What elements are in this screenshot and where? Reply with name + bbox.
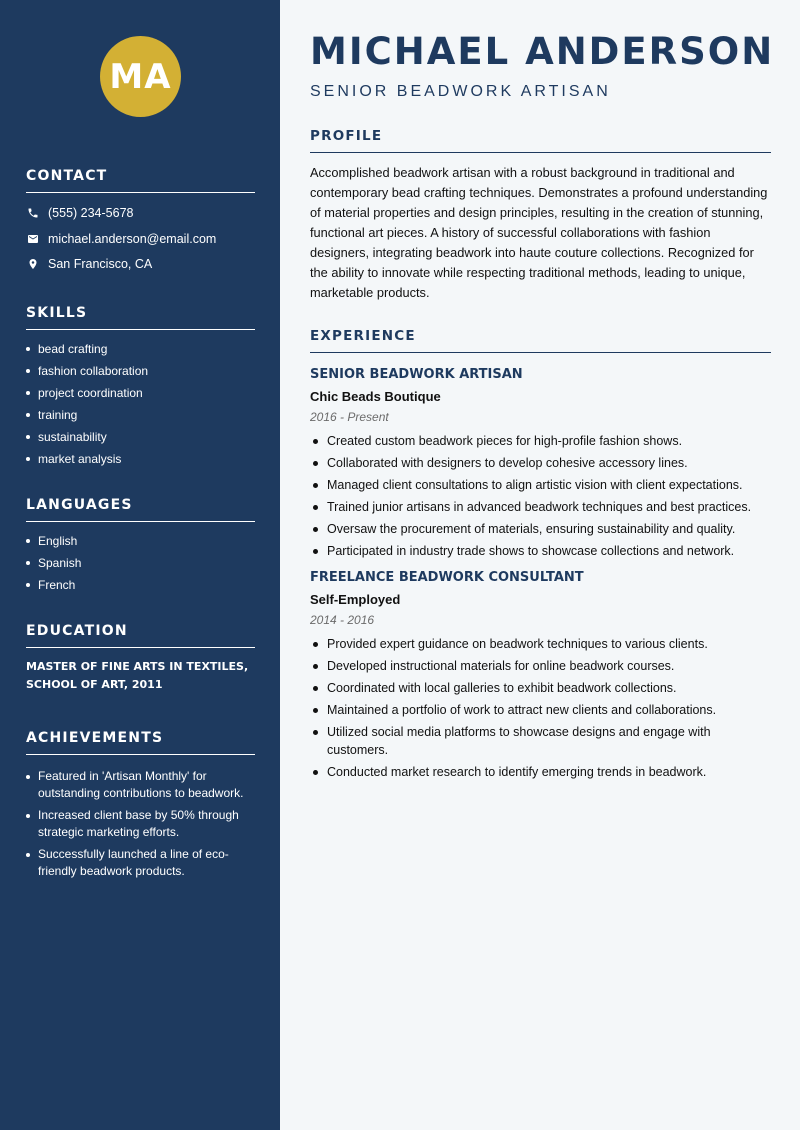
location-pin-icon: [26, 257, 40, 271]
language-item: French: [26, 576, 255, 598]
profile-heading: PROFILE: [310, 128, 771, 153]
skill-item: project coordination: [26, 384, 255, 406]
education-degree: MASTER OF FINE ARTS IN TEXTILES, SCHOOL OF ART, 2011: [26, 660, 249, 691]
profile-section: [310, 128, 771, 303]
job-title: FREELANCE BEADWORK CONSULTANT: [310, 570, 584, 585]
job-bullet: Managed client consultations to align artistic vision with client expectations.: [310, 476, 771, 494]
job-bullet: Maintained a portfolio of work to attract new clients and collaborations.: [310, 701, 771, 719]
job-dates: 2016 - Present: [310, 410, 389, 424]
email-text: michael.anderson@email.com: [48, 231, 217, 246]
job-bullets: [310, 635, 771, 781]
achievement-item: Successfully launched a line of eco-friendly beadwork products.: [26, 846, 255, 880]
job-entry: [310, 570, 771, 781]
job-entry: [310, 367, 771, 560]
contact-phone: [26, 204, 255, 222]
education-heading: EDUCATION: [26, 623, 255, 648]
phone-icon: [26, 206, 40, 220]
achievement-item: Increased client base by 50% through strategic marketing efforts.: [26, 807, 255, 841]
job-bullet: Trained junior artisans in advanced beadwork techniques and best practices.: [310, 498, 771, 516]
job-title: SENIOR BEADWORK ARTISAN: [310, 367, 523, 382]
achievements-list: [26, 768, 255, 880]
candidate-name: MICHAEL ANDERSON: [310, 30, 775, 73]
skill-item: market analysis: [26, 450, 255, 472]
skill-item: training: [26, 406, 255, 428]
experience-heading: EXPERIENCE: [310, 328, 771, 353]
achievements-heading: ACHIEVEMENTS: [26, 730, 255, 755]
job-bullet: Provided expert guidance on beadwork techniques to various clients.: [310, 635, 771, 653]
skill-item: bead crafting: [26, 340, 255, 362]
job-bullet: Utilized social media platforms to showcase designs and engage with customers.: [310, 723, 771, 759]
job-bullet: Coordinated with local galleries to exhibit beadwork collections.: [310, 679, 771, 697]
skills-list: [26, 340, 255, 472]
contact-email: [26, 230, 255, 248]
location-text: San Francisco, CA: [48, 257, 153, 271]
job-bullet: Participated in industry trade shows to showcase collections and network.: [310, 542, 771, 560]
job-bullet: Oversaw the procurement of materials, ensuring sustainability and quality.: [310, 520, 771, 538]
skills-heading: SKILLS: [26, 305, 255, 330]
sidebar: [0, 0, 280, 1130]
contact-section: [26, 168, 255, 273]
job-company: Self-Employed: [310, 592, 401, 607]
language-item: Spanish: [26, 554, 255, 576]
job-bullet: Developed instructional materials for online beadwork courses.: [310, 657, 771, 675]
skills-section: [26, 305, 255, 472]
job-company: Chic Beads Boutique: [310, 389, 441, 404]
avatar: [100, 36, 181, 117]
skill-item: fashion collaboration: [26, 362, 255, 384]
languages-section: [26, 497, 255, 598]
education-section: [26, 623, 255, 694]
contact-heading: CONTACT: [26, 168, 255, 193]
candidate-title: SENIOR BEADWORK ARTISAN: [310, 83, 611, 100]
skill-item: sustainability: [26, 428, 255, 450]
job-bullet: Conducted market research to identify emerging trends in beadwork.: [310, 763, 771, 781]
achievement-item: Featured in 'Artisan Monthly' for outstanding contributions to beadwork.: [26, 768, 255, 802]
mail-icon: [26, 232, 40, 246]
languages-heading: LANGUAGES: [26, 497, 255, 522]
job-bullet: Created custom beadwork pieces for high-profile fashion shows.: [310, 432, 771, 450]
experience-section: [310, 328, 771, 785]
job-dates: 2014 - 2016: [310, 613, 375, 627]
languages-list: [26, 532, 255, 598]
language-item: English: [26, 532, 255, 554]
job-bullets: [310, 432, 771, 560]
contact-location: [26, 255, 255, 273]
job-bullet: Collaborated with designers to develop cohesive accessory lines.: [310, 454, 771, 472]
achievements-section: [26, 730, 255, 885]
avatar-initials: MA: [109, 56, 172, 97]
profile-text: Accomplished beadwork artisan with a robust background in traditional and contemporary bead crafting techniques. Demonstrates a profound understanding of material properties and design principles, resulting in the creation of stunning, functional art pieces. A history of successful collaborations with fashion designers, integrating beadwork into haute couture collections. Recognized for the ability to innovate while respecting traditional methods, leading to unique, marketable products.: [310, 165, 768, 300]
phone-text: (555) 234-5678: [48, 206, 134, 220]
